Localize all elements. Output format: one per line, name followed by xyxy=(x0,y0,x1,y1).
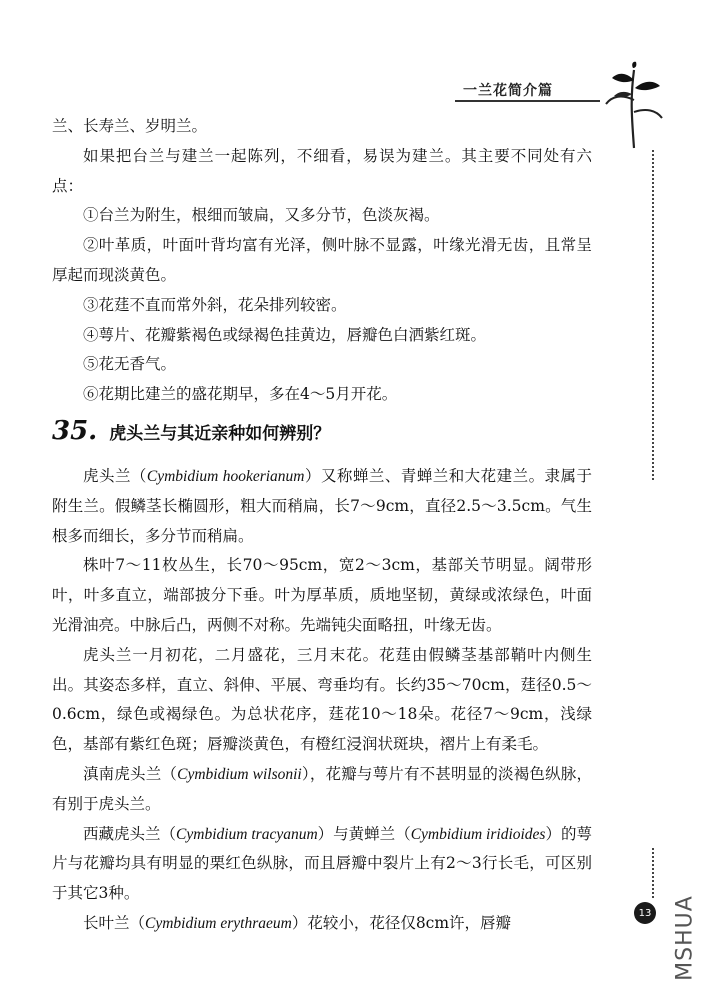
header-rule xyxy=(455,100,600,102)
latin-name: Cymbidium hookerianum xyxy=(146,467,305,485)
list-item: ③花莛不直而常外斜，花朵排列较密。 xyxy=(83,295,347,314)
running-header xyxy=(455,78,605,104)
paragraph-leaves: 株叶7～11枚丛生，长70～95cm，宽2～3cm，基部关节明显。阔带形叶，叶多直立，端部披分下垂。叶为厚革质，质地坚韧，黄绿或浓绿色，叶面光滑油亮。中脉后凸，两侧不对称。先端钝尖面略扭，叶缘无齿。 xyxy=(52,556,592,634)
paragraph-tracyanum: 西藏虎头兰（Cymbidium tracyanum）与黄蝉兰（Cymbidium iridioides）的萼片与花瓣均具有明显的栗红色纵脉，而且唇瓣中裂片上有2～3行长毛，可区别于其它3种。 xyxy=(52,824,592,903)
list-item: ④萼片、花瓣紫褐色或绿褐色挂黄边，唇瓣色白洒紫红斑。 xyxy=(83,325,487,344)
paragraph-erythraeum: 长叶兰（Cymbidium erythraeum）花较小，花径仅8cm许，唇瓣 xyxy=(83,913,512,932)
page-body xyxy=(52,112,592,939)
list-item: ②叶革质，叶面叶背均富有光泽，侧叶脉不显露，叶缘光滑无齿，且常呈厚起而现淡黄色。 xyxy=(52,236,592,284)
section-heading xyxy=(52,416,592,462)
section-title: 虎头兰与其近亲种如何辨别？ xyxy=(109,423,331,444)
section-number: 35. xyxy=(52,415,98,446)
latin-name: Cymbidium erythraeum xyxy=(145,914,292,932)
paragraph-intro: 如果把台兰与建兰一起陈列，不细看，易误为建兰。其主要不同处有六点： xyxy=(52,146,592,195)
list-item: ①台兰为附生，根细而皱扁，又多分节，色淡灰褐。 xyxy=(83,206,440,225)
paragraph-flowers: 虎头兰一月初花，二月盛花，三月末花。花莛由假鳞茎基部鞘叶内侧生出。其姿态多样，直立、斜伸、平展、弯垂均有。长约35～70cm，莛径0.5～0.6cm，绿色或褐绿色。为总状花序，莛花10～18朵。花径7～9cm，浅绿色，基部有紫红色斑；唇瓣淡黄色，有橙红浸润状斑块，褶片上有柔毛。 xyxy=(52,645,592,754)
paragraph-hookerianum: 虎头兰（Cymbidium hookerianum）又称蝉兰、青蝉兰和大花建兰。隶属于附生兰。假鳞茎长椭圆形，粗大而稍扁，长7～9cm，直径2.5～3.5cm。气生根多而细长，多分节而稍扁。 xyxy=(52,466,592,545)
watermark-text: MSHUA xyxy=(672,894,698,981)
orchid-icon xyxy=(604,60,664,150)
latin-name: Cymbidium wilsonii xyxy=(177,765,302,783)
margin-dotted-line-top xyxy=(652,150,654,480)
list-item: ⑤花无香气。 xyxy=(83,355,177,374)
watermark xyxy=(670,880,700,995)
list-item: ⑥花期比建兰的盛花期早，多在4～5月开花。 xyxy=(83,385,398,404)
page-number: 13 xyxy=(634,902,656,924)
margin-dotted-line-bottom xyxy=(652,848,654,898)
paragraph-continued: 兰、长寿兰、岁明兰。 xyxy=(52,117,208,135)
running-header-title: 一兰花简介篇 xyxy=(463,83,553,99)
latin-name: Cymbidium iridioides xyxy=(410,825,546,843)
latin-name: Cymbidium tracyanum xyxy=(176,825,318,843)
paragraph-wilsonii: 滇南虎头兰（Cymbidium wilsonii），花瓣与萼片有不甚明显的淡褐色纵脉，有别于虎头兰。 xyxy=(52,764,592,813)
